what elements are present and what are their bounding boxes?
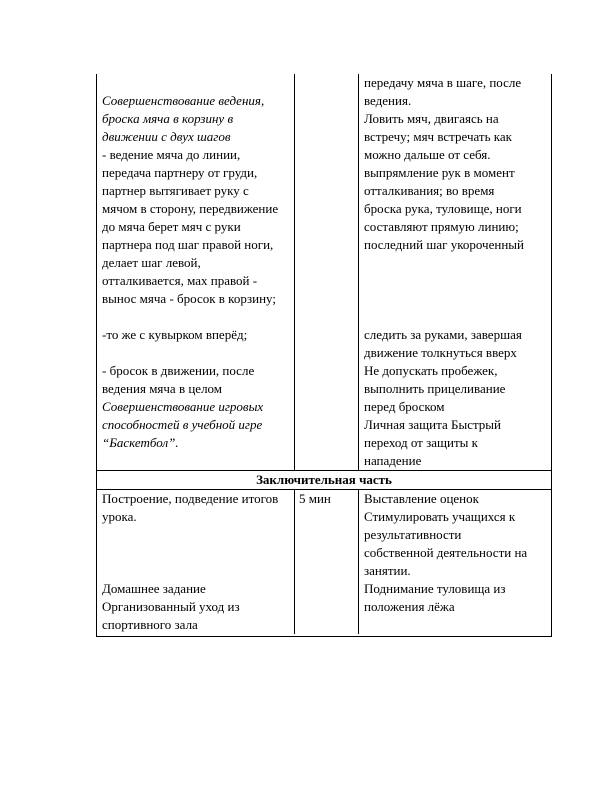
lesson-plan-table	[96, 74, 552, 637]
text-line: ведения мяча в целом	[102, 381, 223, 396]
text-line: передачу мяча в шаге, после	[364, 75, 522, 90]
text-line: результативности	[364, 527, 462, 542]
text-line: Организованный уход из	[102, 599, 240, 614]
duration-text: 5 мин	[299, 491, 331, 506]
table-row-final-part	[97, 490, 551, 637]
text-line: ведения.	[364, 93, 412, 108]
text-line: Совершенствование ведения,	[102, 93, 265, 108]
text-line: партнера под шаг правой ноги,	[102, 237, 274, 252]
text-line: можно дальше от себя.	[364, 147, 491, 162]
exercise-content-cell	[97, 74, 295, 470]
blank-line	[364, 254, 545, 272]
text-line: отталкивания; во время	[364, 183, 495, 198]
text-line: отталкивается, мах правой -	[102, 273, 258, 288]
text-line: до мяча берет мяч с руки	[102, 219, 241, 234]
text-line: Не допускать пробежек,	[364, 363, 498, 378]
text-line: нападение	[364, 453, 422, 468]
text-line: составляют прямую линию;	[364, 219, 519, 234]
text-line: Построение, подведение итогов	[102, 491, 279, 506]
final-guidelines-cell	[359, 490, 549, 634]
text-line: “Баскетбол”.	[102, 435, 179, 450]
text-line: спортивного зала	[102, 617, 198, 632]
blank-line	[364, 290, 545, 308]
text-line: Поднимание туловища из	[364, 581, 506, 596]
final-content-cell	[97, 490, 295, 634]
guidelines-cell	[359, 74, 549, 470]
text-line: -то же с кувырком вперёд;	[102, 327, 248, 342]
text-line: делает шаг левой,	[102, 255, 201, 270]
text-line: выполнить прицеливание	[364, 381, 506, 396]
text-line: партнер вытягивает руку с	[102, 183, 249, 198]
text-line: последний шаг укороченный	[364, 237, 524, 252]
blank-line	[102, 526, 290, 544]
blank-line	[364, 308, 545, 326]
text-line: Ловить мяч, двигаясь на	[364, 111, 499, 126]
text-line: Стимулировать учащихся к	[364, 509, 516, 524]
text-line: перед броском	[364, 399, 445, 414]
text-line: движение толкнуться вверх	[364, 345, 517, 360]
duration-cell-empty	[295, 74, 359, 470]
text-line: - бросок в движении, после	[102, 363, 255, 378]
blank-line	[364, 272, 545, 290]
text-line: мячом в сторону, передвижение	[102, 201, 279, 216]
blank-line	[102, 74, 290, 92]
text-line: Совершенствование игровых	[102, 399, 264, 414]
text-line: способностей в учебной игре	[102, 417, 263, 432]
blank-line	[102, 544, 290, 562]
table-row-main-exercises	[97, 74, 551, 471]
text-line: занятии.	[364, 563, 411, 578]
duration-cell	[295, 490, 359, 634]
text-line: следить за руками, завершая	[364, 327, 522, 342]
text-line: собственной деятельности на	[364, 545, 528, 560]
section-header: Заключительная часть	[256, 472, 392, 487]
blank-line	[102, 344, 290, 362]
text-line: вынос мяча - бросок в корзину;	[102, 291, 276, 306]
text-line: встречу; мяч встречать как	[364, 129, 512, 144]
text-line: передача партнеру от груди,	[102, 165, 258, 180]
text-line: выпрямление рук в момент	[364, 165, 515, 180]
text-line: броска рука, туловище, ноги	[364, 201, 522, 216]
text-line: Выставление оценок	[364, 491, 479, 506]
text-line: броска мяча в корзину в	[102, 111, 234, 126]
text-line: движении с двух шагов	[102, 129, 231, 144]
text-line: Личная защита Быстрый	[364, 417, 502, 432]
text-line: Домашнее задание	[102, 581, 206, 596]
text-line: положения лёжа	[364, 599, 455, 614]
blank-line	[102, 562, 290, 580]
text-line: переход от защиты к	[364, 435, 478, 450]
blank-line	[102, 308, 290, 326]
text-line: урока.	[102, 509, 137, 524]
text-line: - ведение мяча до линии,	[102, 147, 241, 162]
table-row-section-header	[97, 471, 551, 490]
